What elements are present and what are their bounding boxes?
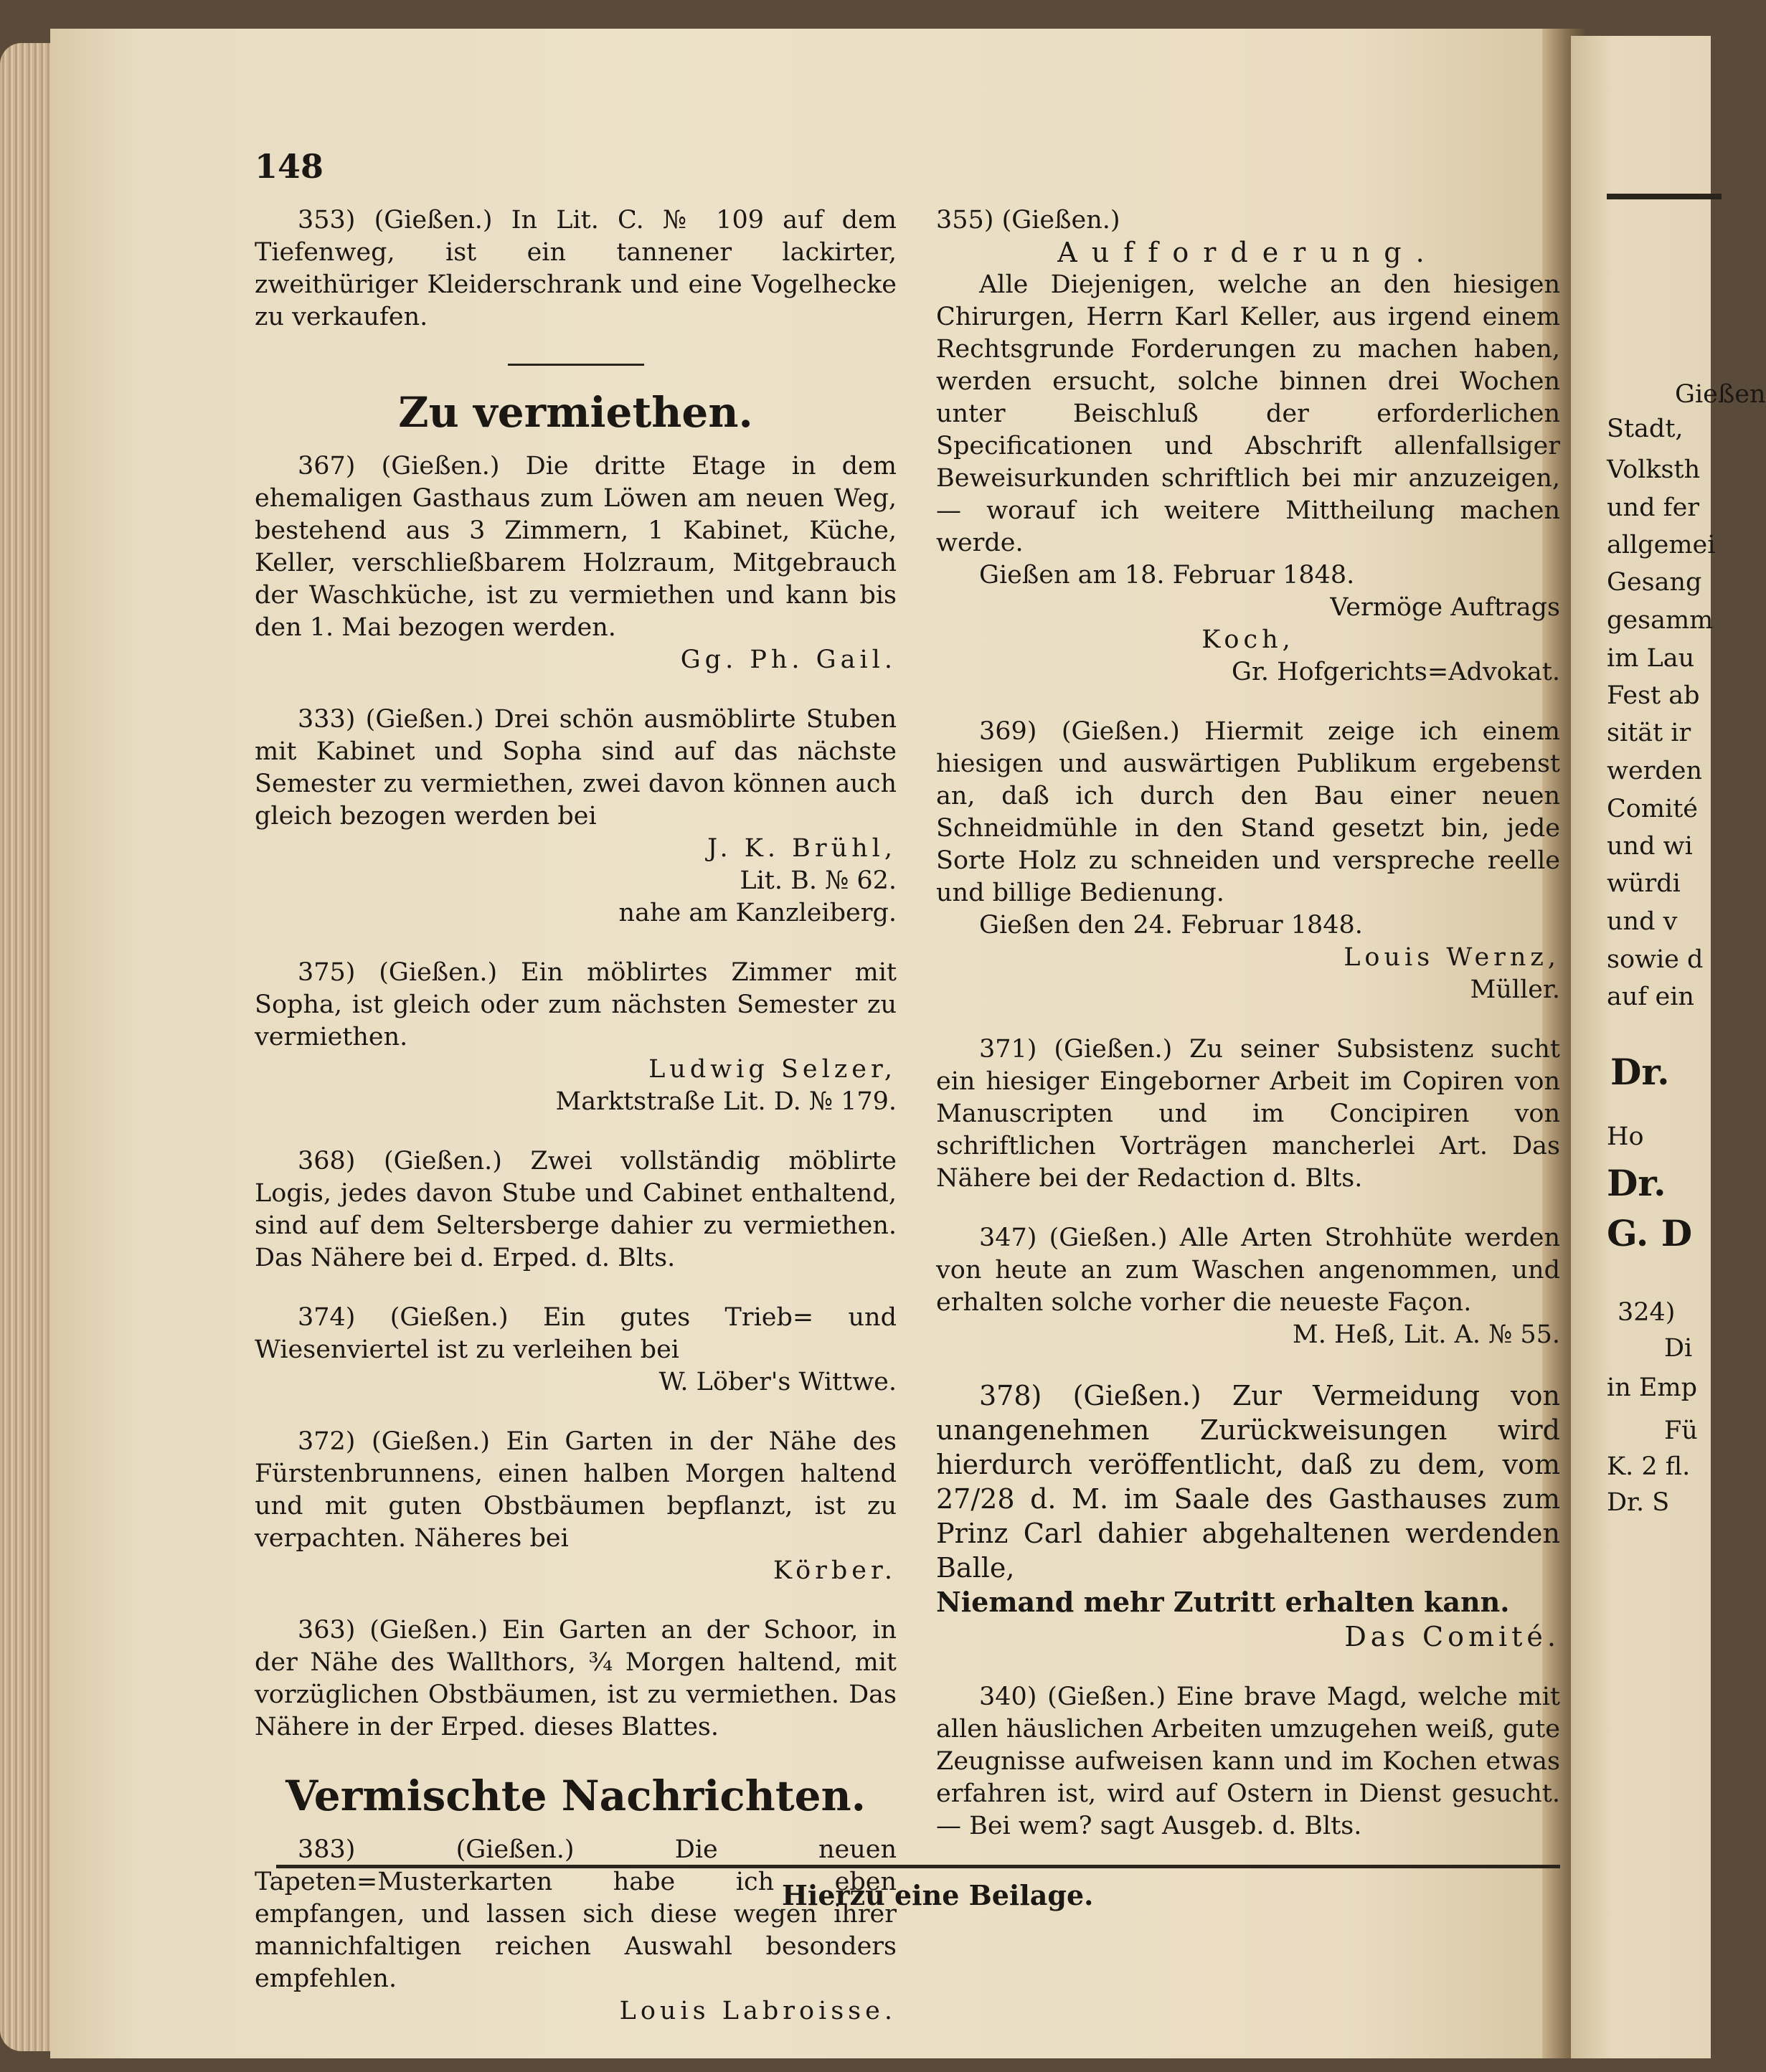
ad-340: 340) (Gießen.) Eine brave Magd, welche mit allen häuslichen Arbeiten umzugehen weiß, gute Zeugnisse aufweisen kann und im Kochen etwas erfahren ist, wird auf Ostern in Dienst gesucht. — Bei wem? sagt Ausgeb. d. Blts. bbox=[936, 1683, 1560, 1840]
ad-355-date: Gießen am 18. Februar 1848. bbox=[979, 561, 1355, 590]
right-page-text: Fü bbox=[1664, 1416, 1698, 1445]
right-page-text: Fest ab bbox=[1607, 681, 1700, 710]
right-page-text: gesamm bbox=[1607, 606, 1714, 635]
right-page-text: 324) bbox=[1618, 1298, 1676, 1327]
right-page-text: und wi bbox=[1607, 832, 1693, 861]
ad-372: 372) (Gießen.) Ein Garten in der Nähe des Fürstenbrunnens, einen halben Morgen haltend und mit guten Obstbäumen bepflanzt, ist zu verpachten. Näheres bei Körber. bbox=[255, 1426, 897, 1587]
right-page-text: allgemei bbox=[1607, 531, 1716, 559]
ad-355-title: Aufforderung. bbox=[1057, 237, 1439, 268]
section-heading-vermiethen: Zu vermiethen. bbox=[398, 388, 753, 437]
section-heading-vermischte: Vermischte Nachrichten. bbox=[285, 1771, 866, 1820]
ad-333-signature: J. K. Brühl, bbox=[707, 834, 897, 863]
right-page-text: würdi bbox=[1607, 869, 1681, 898]
ad-363: 363) (Gießen.) Ein Garten an der Schoor, in der Nähe des Wallthors, ¾ Morgen haltend, mit vorzüglichen Obstbäumen, ist zu vermiethen. Das Nähere in der Erped. dieses Blattes. bbox=[255, 1616, 897, 1741]
ad-375-signature: Ludwig Selzer, bbox=[648, 1055, 897, 1084]
left-column bbox=[255, 204, 897, 2055]
ad-347-signature: M. Heß, Lit. A. № 55. bbox=[1292, 1320, 1560, 1349]
ad-368: 368) (Gießen.) Zwei vollständig möblirte Logis, jedes davon Stube und Cabinet enthaltend, sind auf dem Seltersberge dahier zu vermiethen. Das Nähere bei d. Erped. d. Blts. bbox=[255, 1147, 897, 1272]
right-page-text: Dr. bbox=[1607, 1162, 1666, 1204]
right-page-fragment bbox=[1571, 36, 1766, 2058]
right-page-text: sowie d bbox=[1607, 945, 1704, 974]
ad-355: 355) (Gießen.) Aufforderung. Alle Diejenigen, welche an den hiesigen Chirurgen, Herrn Karl Keller, aus irgend einem Rechtsgrunde Forderungen zu machen haben, werden ersucht, solche binnen drei Wochen unter Beischluß der erforderlichen Specificationen und Abschrift allenfallsiger Beweisurkunden schriftlich bei mir anzuzeigen, — worauf ich weitere Mittheilung machen werde. Gießen am 18. Februar 1848. Vermöge Auftrags Koch, Gr. Hofgerichts=Advokat. bbox=[936, 206, 1560, 686]
ad-372-signature: Körber. bbox=[773, 1556, 897, 1585]
right-page-text: G. D bbox=[1607, 1212, 1693, 1254]
ad-383-signature: Louis Labroisse. bbox=[619, 1997, 897, 2025]
ad-378: 378) (Gießen.) Zur Vermeidung von unangenehmen Zurückweisungen wird hierdurch veröffentlicht, daß zu dem, vom 27/28 d. M. im Saale des Gasthauses zum Prinz Carl dahier abgehaltenen werdenden Balle, Niemand mehr Zutritt erhalten kann. Das Comité. bbox=[936, 1380, 1560, 1652]
ad-383: 383) (Gießen.) Die neuen Tapeten=Musterkarten habe ich eben empfangen, und lassen sich diese wegen ihrer mannichfaltigen reichen Auswahl besonders empfehlen. Louis Labroisse. bbox=[255, 1834, 897, 2028]
ad-378-emphasis: Niemand mehr Zutritt erhalten kann. bbox=[936, 1586, 1510, 1618]
ad-367-signature: Gg. Ph. Gail. bbox=[680, 645, 897, 674]
right-page-text: Gießen bbox=[1675, 380, 1766, 409]
ad-374: 374) (Gießen.) Ein gutes Trieb= und Wiesenviertel ist zu verleihen bei W. Löber's Wittwe. bbox=[255, 1302, 897, 1399]
right-column bbox=[936, 204, 1560, 1870]
ad-355-head: 355) (Gießen.) bbox=[936, 206, 1120, 235]
right-page-text: und v bbox=[1607, 907, 1678, 936]
right-page-text: Ho bbox=[1607, 1122, 1644, 1151]
right-page-text: Dr. bbox=[1610, 1051, 1670, 1093]
ad-333: 333) (Gießen.) Drei schön ausmöblirte Stuben mit Kabinet und Sopha sind auf das nächste Semester zu vermiethen, zwei davon können auch gleich bezogen werden bei J. K. Brühl, Lit. B. № 62. nahe am Kanzleiberg. bbox=[255, 705, 897, 927]
right-page-text: und fer bbox=[1607, 493, 1700, 522]
ad-353: 353) (Gießen.) In Lit. C. № 109 auf dem Tiefenweg, ist ein tannener lackirter, zweithüriger Kleiderschrank und eine Vogelhecke zu verkaufen. bbox=[255, 206, 897, 331]
right-page-text: sität ir bbox=[1607, 719, 1691, 747]
right-page-text: im Lau bbox=[1607, 644, 1695, 673]
page-number: 148 bbox=[255, 147, 324, 186]
right-page-text: Dr. S bbox=[1607, 1488, 1670, 1517]
right-page-text: K. 2 fl. bbox=[1607, 1452, 1691, 1481]
right-page-text: Gesang bbox=[1607, 568, 1702, 597]
right-page-text: Stadt, bbox=[1607, 415, 1684, 443]
ad-367: 367) (Gießen.) Die dritte Etage in dem ehemaligen Gasthaus zum Löwen am neuen Weg, bestehend aus 3 Zimmern, 1 Kabinet, Küche, Keller, verschließbarem Holzraum, Mitgebrauch der Waschküche, ist zu vermiethen und kann bis den 1. Mai bezogen werden. Gg. Ph. Gail. bbox=[255, 450, 897, 676]
ad-378-signature: Das Comité. bbox=[1344, 1621, 1560, 1652]
right-page-text: werden bbox=[1607, 757, 1703, 785]
bottom-rule bbox=[276, 1865, 1560, 1868]
ad-375: 375) (Gießen.) Ein möblirtes Zimmer mit Sopha, ist gleich oder zum nächsten Semester zu vermiethen. Ludwig Selzer, Marktstraße Lit. D. № 179. bbox=[255, 958, 897, 1116]
right-page-text: Di bbox=[1664, 1334, 1693, 1363]
ad-369-date: Gießen den 24. Februar 1848. bbox=[979, 911, 1363, 940]
right-page-text: auf ein bbox=[1607, 983, 1694, 1011]
ad-347: 347) (Gießen.) Alle Arten Strohhüte werden von heute an zum Waschen angenommen, und erhalten solche vorher die neueste Façon. M. Heß, Lit. A. № 55. bbox=[936, 1222, 1560, 1351]
ad-371: 371) (Gießen.) Zu seiner Subsistenz sucht ein hiesiger Eingeborner Arbeit im Copiren von Manuscripten und im Concipiren von schriftlichen Vorträgen mancherlei Art. Das Nähere bei der Redaction d. Blts. bbox=[936, 1035, 1560, 1193]
section-divider bbox=[508, 364, 644, 366]
right-page-text: Comité bbox=[1607, 795, 1699, 823]
footer-note: Hierzu eine Beilage. bbox=[782, 1879, 1094, 1911]
right-page-text: Volksth bbox=[1607, 455, 1701, 484]
right-page-rule bbox=[1607, 194, 1722, 199]
ad-369: 369) (Gießen.) Hiermit zeige ich einem hiesigen und auswärtigen Publikum ergebenst an, daß ich durch den Bau einer neuen Schneidmühle in den Stand gesetzt bin, jede Sorte Holz zu schneiden und verspreche reelle und billige Bedienung. Gießen den 24. Februar 1848. Louis Wernz, Müller. bbox=[936, 717, 1560, 1004]
ad-374-signature: W. Löber's Wittwe. bbox=[658, 1368, 897, 1396]
right-page-text: in Emp bbox=[1607, 1373, 1698, 1402]
